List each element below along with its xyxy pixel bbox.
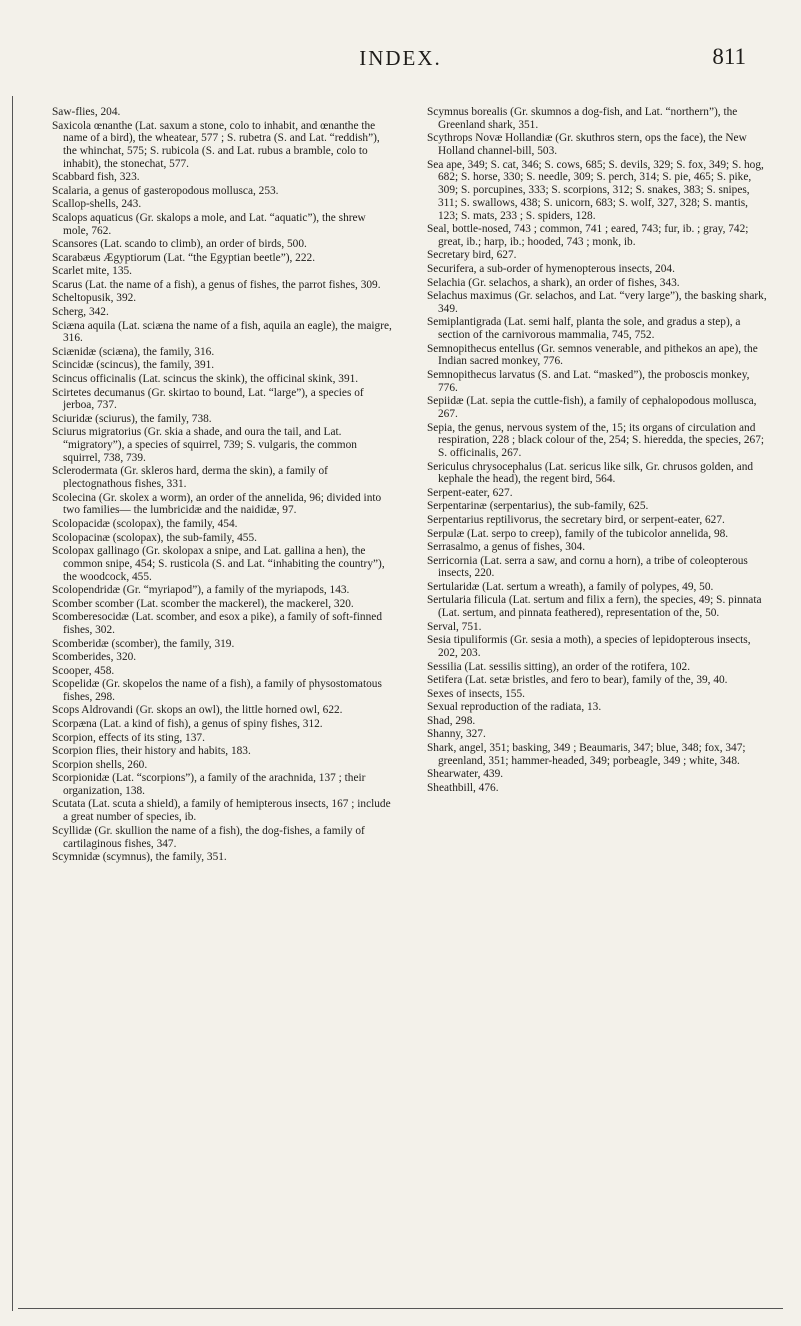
index-entry: Scolopax gallinago (Gr. skolopax a snipe, and Lat. gallina a hen), the common snipe, 454; S. rusticola (S. and Lat. “inhabiting the country”), the woodcock, 455. xyxy=(52,545,385,583)
index-entry: Sertularidæ (Lat. sertum a wreath), a family of polypes, 49, 50. xyxy=(427,580,714,593)
index-entry: Scomberides, 320. xyxy=(52,651,137,664)
index-entry: Seal, bottle-nosed, 743 ; common, 741 ; eared, 743; fur, ib. ; gray, 742; great, ib.; harp, ib.; hooded, 743 ; monk, ib. xyxy=(427,223,749,248)
bottom-rule xyxy=(18,1308,783,1309)
index-entry: Setifera (Lat. setæ bristles, and fero to bear), family of the, 39, 40. xyxy=(427,674,728,687)
index-entry: Semiplantigrada (Lat. semi half, planta the sole, and gradus a step), a section of the carnivorous mammalia, 745, 752. xyxy=(427,316,741,342)
index-entry: Selachia (Gr. selachos, a shark), an order of fishes, 343. xyxy=(427,276,680,289)
index-entry: Sexual reproduction of the radiata, 13. xyxy=(427,701,602,714)
index-entry: Sclerodermata (Gr. skleros hard, derma the skin), a family of plectognathous fishes, 331. xyxy=(52,465,328,491)
index-entry: Scincus officinalis (Lat. scincus the skink), the officinal skink, 391. xyxy=(52,372,359,385)
left-margin-rule xyxy=(12,96,13,1311)
index-column-right xyxy=(427,106,767,795)
index-entry: Sciurus migratorius (Gr. skia a shade, and oura the tail, and Lat. “migratory”), a species of squirrel, 739; S. vulgaris, the common squirrel, 738, 739. xyxy=(52,426,357,464)
index-entry: Serval, 751. xyxy=(427,620,482,633)
index-entry: Scooper, 458. xyxy=(52,664,115,677)
index-entry: Saxicola œnanthe (Lat. saxum a stone, colo to inhabit, and œnanthe the name of a bird), the wheatear, 577 ; S. rubetra (S. and Lat. “reddish”), the whinchat, 575; S. rubicola (S. and Lat. rubus a bramble, colo to inhabit), the stonechat, 577. xyxy=(52,119,380,170)
index-entry: Secretary bird, 627. xyxy=(427,249,517,262)
index-entry: Scalops aquaticus (Gr. skalops a mole, and Lat. “aquatic”), the shrew mole, 762. xyxy=(52,211,366,237)
index-entry: Scincidæ (scincus), the family, 391. xyxy=(52,359,215,372)
index-entry: Scolecina (Gr. skolex a worm), an order of the annelida, 96; divided into two families— the lumbricidæ and the naididæ, 97. xyxy=(52,491,382,517)
running-title: INDEX. xyxy=(359,46,442,70)
index-entry: Shark, angel, 351; basking, 349 ; Beaumaris, 347; blue, 348; fox, 347; greenland, 351; hammer-headed, 349; porbeagle, 349 ; white, 348. xyxy=(427,741,746,767)
index-entry: Scabbard fish, 323. xyxy=(52,171,140,184)
index-entry: Scyllidæ (Gr. skullion the name of a fish), the dog-fishes, a family of cartilaginous fishes, 347. xyxy=(52,824,365,850)
index-entry: Scherg, 342. xyxy=(52,306,109,319)
index-entry: Sexes of insects, 155. xyxy=(427,687,525,700)
index-entry: Scarlet mite, 135. xyxy=(52,265,133,278)
index-entry: Scirtetes decumanus (Gr. skirtao to bound, Lat. “large”), a species of jerboa, 737. xyxy=(52,386,364,412)
index-entry: Serpulæ (Lat. serpo to creep), family of the tubicolor annelida, 98. xyxy=(427,527,729,540)
index-entry: Sciænidæ (sciæna), the family, 316. xyxy=(52,345,215,358)
index-entry: Scallop-shells, 243. xyxy=(52,198,142,211)
index-entry: Sheathbill, 476. xyxy=(427,781,499,794)
index-entry: Serricornia (Lat. serra a saw, and cornu a horn), a tribe of coleopterous insects, 220. xyxy=(427,554,748,580)
index-entry: Scheltopusik, 392. xyxy=(52,292,137,305)
index-entry: Scolopendridæ (Gr. “myriapod”), a family of the myriapods, 143. xyxy=(52,584,350,597)
index-entry: Shad, 298. xyxy=(427,714,476,727)
index-entry: Semnopithecus larvatus (S. and Lat. “masked”), the proboscis monkey, 776. xyxy=(427,368,750,394)
index-entry: Scalaria, a genus of gasteropodous mollusca, 253. xyxy=(52,184,279,197)
index-entry: Scopelidæ (Gr. skopelos the name of a fish), a family of physostomatous fishes, 298. xyxy=(52,678,382,703)
index-entry: Scorpionidæ (Lat. “scorpions”), a family of the arachnida, 137 ; their organization, 138. xyxy=(52,772,366,797)
page-header xyxy=(0,44,801,84)
index-entry: Serpentarius reptilivorus, the secretary bird, or serpent-eater, 627. xyxy=(427,514,725,526)
index-entry: Scymnidæ (scymnus), the family, 351. xyxy=(52,851,227,864)
index-entry: Scarabæus Ægyptiorum (Lat. “the Egyptian beetle”), 222. xyxy=(52,251,316,264)
index-entry: Sepia, the genus, nervous system of the, 15; its organs of circulation and respiration, 228 ; black colour of the, 254; S. hieredda, the species, 267; S. officinalis, 267. xyxy=(427,421,765,460)
index-column-left xyxy=(52,106,392,865)
index-entry: Scomberesocidæ (Lat. scomber, and esox a pike), a family of soft-finned fishes, 302. xyxy=(52,611,382,636)
index-entry: Sepiidæ (Lat. sepia the cuttle-fish), a family of cephalopodous mollusca, 267. xyxy=(427,395,757,421)
index-entry: Semnopithecus entellus (Gr. semnos venerable, and pithekos an ape), the Indian sacred monkey, 776. xyxy=(427,342,758,368)
index-entry: Scarus (Lat. the name of a fish), a genus of fishes, the parrot fishes, 309. xyxy=(52,278,381,291)
index-entry: Serpentarinæ (serpentarius), the sub-family, 625. xyxy=(427,500,649,513)
index-entry: Scansores (Lat. scando to climb), an order of birds, 500. xyxy=(52,238,307,251)
index-entry: Scythrops Novæ Hollandiæ (Gr. skuthros stern, ops the face), the New Holland channel-bill, 503. xyxy=(427,132,747,158)
index-entry: Scorpæna (Lat. a kind of fish), a genus of spiny fishes, 312. xyxy=(52,718,323,730)
index-entry: Serpent-eater, 627. xyxy=(427,486,513,499)
index-entry: Scolopacinæ (scolopax), the sub-family, 455. xyxy=(52,531,257,544)
index-entry: Scorpion flies, their history and habits, 183. xyxy=(52,745,251,758)
index-entry: Scorpion, effects of its sting, 137. xyxy=(52,731,205,744)
index-entry: Sciæna aquila (Lat. sciæna the name of a fish, aquila an eagle), the maigre, 316. xyxy=(52,319,392,345)
index-entry: Sea ape, 349; S. cat, 346; S. cows, 685; S. devils, 329; S. fox, 349; S. hog, 682; S. horse, 330; S. needle, 309; S. perch, 314; S. pie, 465; S. pike, 309; S. porcupines, 333; S. scorpions, 312; S. snakes, 383; S. snipes, 311; S. swallows, 438; S. unicorn, 683; S. wolf, 327, 328; S. mantis, 123; S. mats, 233 ; S. spiders, 128. xyxy=(427,158,764,222)
index-entry: Sericulus chrysocephalus (Lat. sericus like silk, Gr. chrusos golden, and kephale the head), the regent bird, 564. xyxy=(427,460,754,486)
index-entry: Selachus maximus (Gr. selachos, and Lat. “very large”), the basking shark, 349. xyxy=(427,290,767,315)
index-entry: Scolopacidæ (scolopax), the family, 454. xyxy=(52,517,238,530)
index-entry: Sertularia filicula (Lat. sertum and filix a fern), the species, 49; S. pinnata (Lat. sertum, and pinnata feathered), representation of the, 50. xyxy=(427,594,762,620)
index-entry: Scutata (Lat. scuta a shield), a family of hemipterous insects, 167 ; include a great number of species, ib. xyxy=(52,798,391,824)
index-entry: Serrasalmo, a genus of fishes, 304. xyxy=(427,541,586,554)
index-entry: Scops Aldrovandi (Gr. skops an owl), the little horned owl, 622. xyxy=(52,704,343,717)
index-entry: Securifera, a sub-order of hymenopterous insects, 204. xyxy=(427,262,675,275)
page-number: 811 xyxy=(712,44,746,69)
index-entry: Scorpion shells, 260. xyxy=(52,758,148,771)
index-entry: Saw-flies, 204. xyxy=(52,106,121,118)
index-entry: Sciuridæ (sciurus), the family, 738. xyxy=(52,412,212,425)
index-entry: Shearwater, 439. xyxy=(427,768,504,781)
index-entry: Scomber scomber (Lat. scomber the mackerel), the mackerel, 320. xyxy=(52,597,354,610)
index-entry: Sessilia (Lat. sessilis sitting), an order of the rotifera, 102. xyxy=(427,660,691,673)
index-entry: Scomberidæ (scomber), the family, 319. xyxy=(52,637,235,650)
index-entry: Sesia tipuliformis (Gr. sesia a moth), a species of lepidopterous insects, 202, 203. xyxy=(427,634,751,660)
index-entry: Scymnus borealis (Gr. skumnos a dog-fish, and Lat. “northern”), the Greenland shark, 351. xyxy=(427,106,738,131)
index-entry: Shanny, 327. xyxy=(427,728,486,741)
